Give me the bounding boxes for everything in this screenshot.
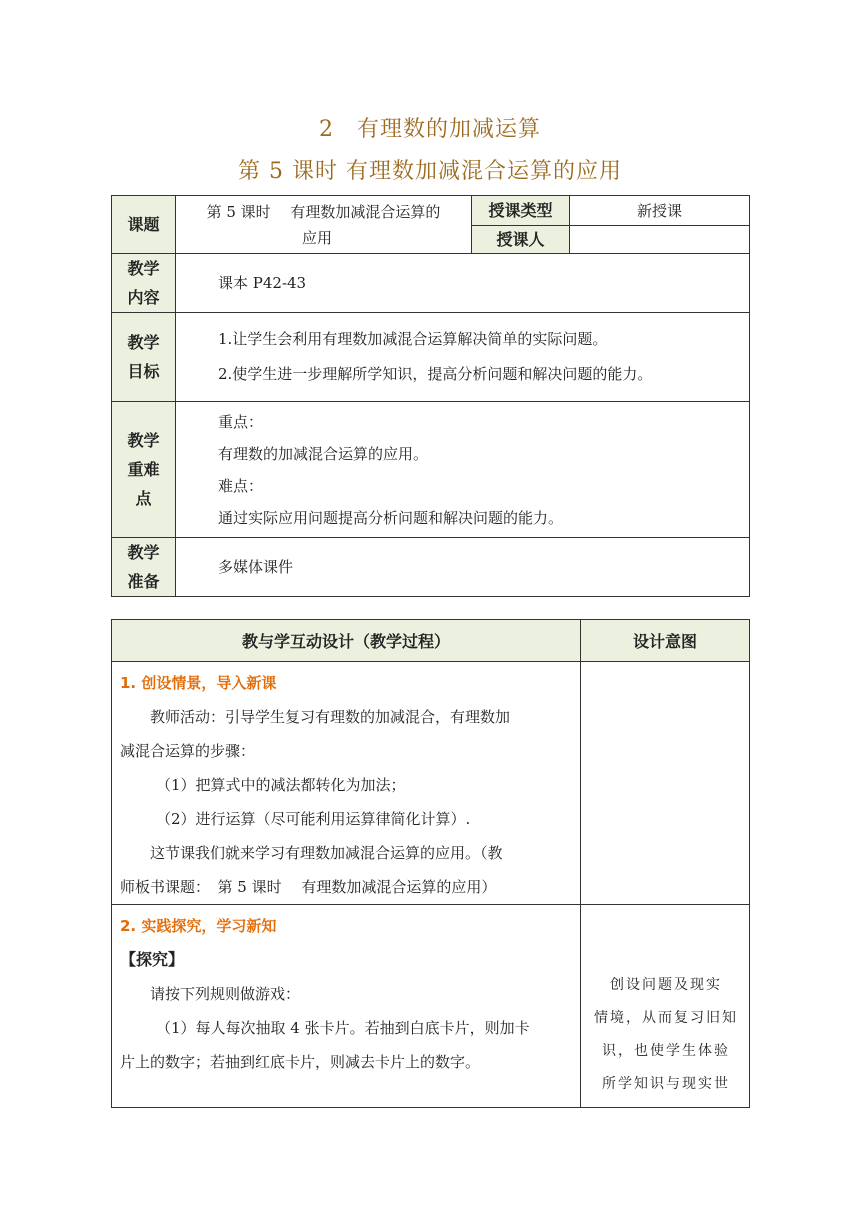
content-value: 课本 P42-43 bbox=[176, 254, 750, 313]
teacher-label: 授课人 bbox=[472, 226, 570, 254]
key-points: 重点： 有理数的加减混合运算的应用。 难点： 通过实际应用问题提高分析问题和解决问题的能力。 bbox=[176, 402, 750, 538]
type-value: 新授课 bbox=[570, 196, 750, 226]
topic-label: 课题 bbox=[112, 196, 176, 254]
prep-value: 多媒体课件 bbox=[176, 538, 750, 597]
process-header: 教与学互动设计（教学过程） bbox=[112, 620, 581, 662]
goal-item: 1.让学生会利用有理数加减混合运算解决简单的实际问题。 bbox=[218, 330, 608, 348]
section-2: 2. 实践探究，学习新知 【探究】 请按下列规则做游戏： （1）每人每次抽取 4 张卡片。若抽到白底卡片，则加卡 片上的数字；若抽到红底卡片，则减去卡片上的数字。 bbox=[112, 905, 581, 1108]
teaching-process-table bbox=[111, 619, 750, 1108]
section-2-title: 2. 实践探究，学习新知 bbox=[120, 917, 277, 935]
intent-header: 设计意图 bbox=[581, 620, 750, 662]
section-1-title: 1. 创设情景，导入新课 bbox=[120, 674, 277, 692]
key-points-label: 教学 重难 点 bbox=[112, 402, 176, 538]
goal-label: 教学 目标 bbox=[112, 313, 176, 402]
lesson-info-table bbox=[111, 195, 750, 597]
section-2-intent: 创设问题及现实 情境，从而复习旧知 识，也使学生体验 所学知识与现实世 bbox=[581, 905, 750, 1108]
explore-label: 【探究】 bbox=[120, 950, 185, 969]
teacher-value bbox=[570, 226, 750, 254]
type-label: 授课类型 bbox=[472, 196, 570, 226]
section-1-intent bbox=[581, 662, 750, 905]
goal-item: 2.使学生进一步理解所学知识，提高分析问题和解决问题的能力。 bbox=[218, 365, 653, 383]
content-label: 教学 内容 bbox=[112, 254, 176, 313]
lesson-title: 第 5 课时 有理数加减混合运算的应用 bbox=[238, 159, 622, 184]
section-1: 1. 创设情景，导入新课 教师活动：引导学生复习有理数的加减混合，有理数加 减混合运算的步骤： （1）把算式中的减法都转化为加法； （2）进行运算（尽可能利用运算律简化计算）. 这节课我们就来学习有理数加减混合运算的应用。（教 师板书课题： 第 5 课时 有理数加减混合运算的应用） bbox=[112, 662, 581, 905]
chapter-title: 2 有理数的加减运算 bbox=[319, 117, 541, 142]
goal-list bbox=[176, 313, 750, 402]
topic-value: 第 5 课时 有理数加减混合运算的 应用 bbox=[176, 196, 472, 254]
prep-label: 教学 准备 bbox=[112, 538, 176, 597]
